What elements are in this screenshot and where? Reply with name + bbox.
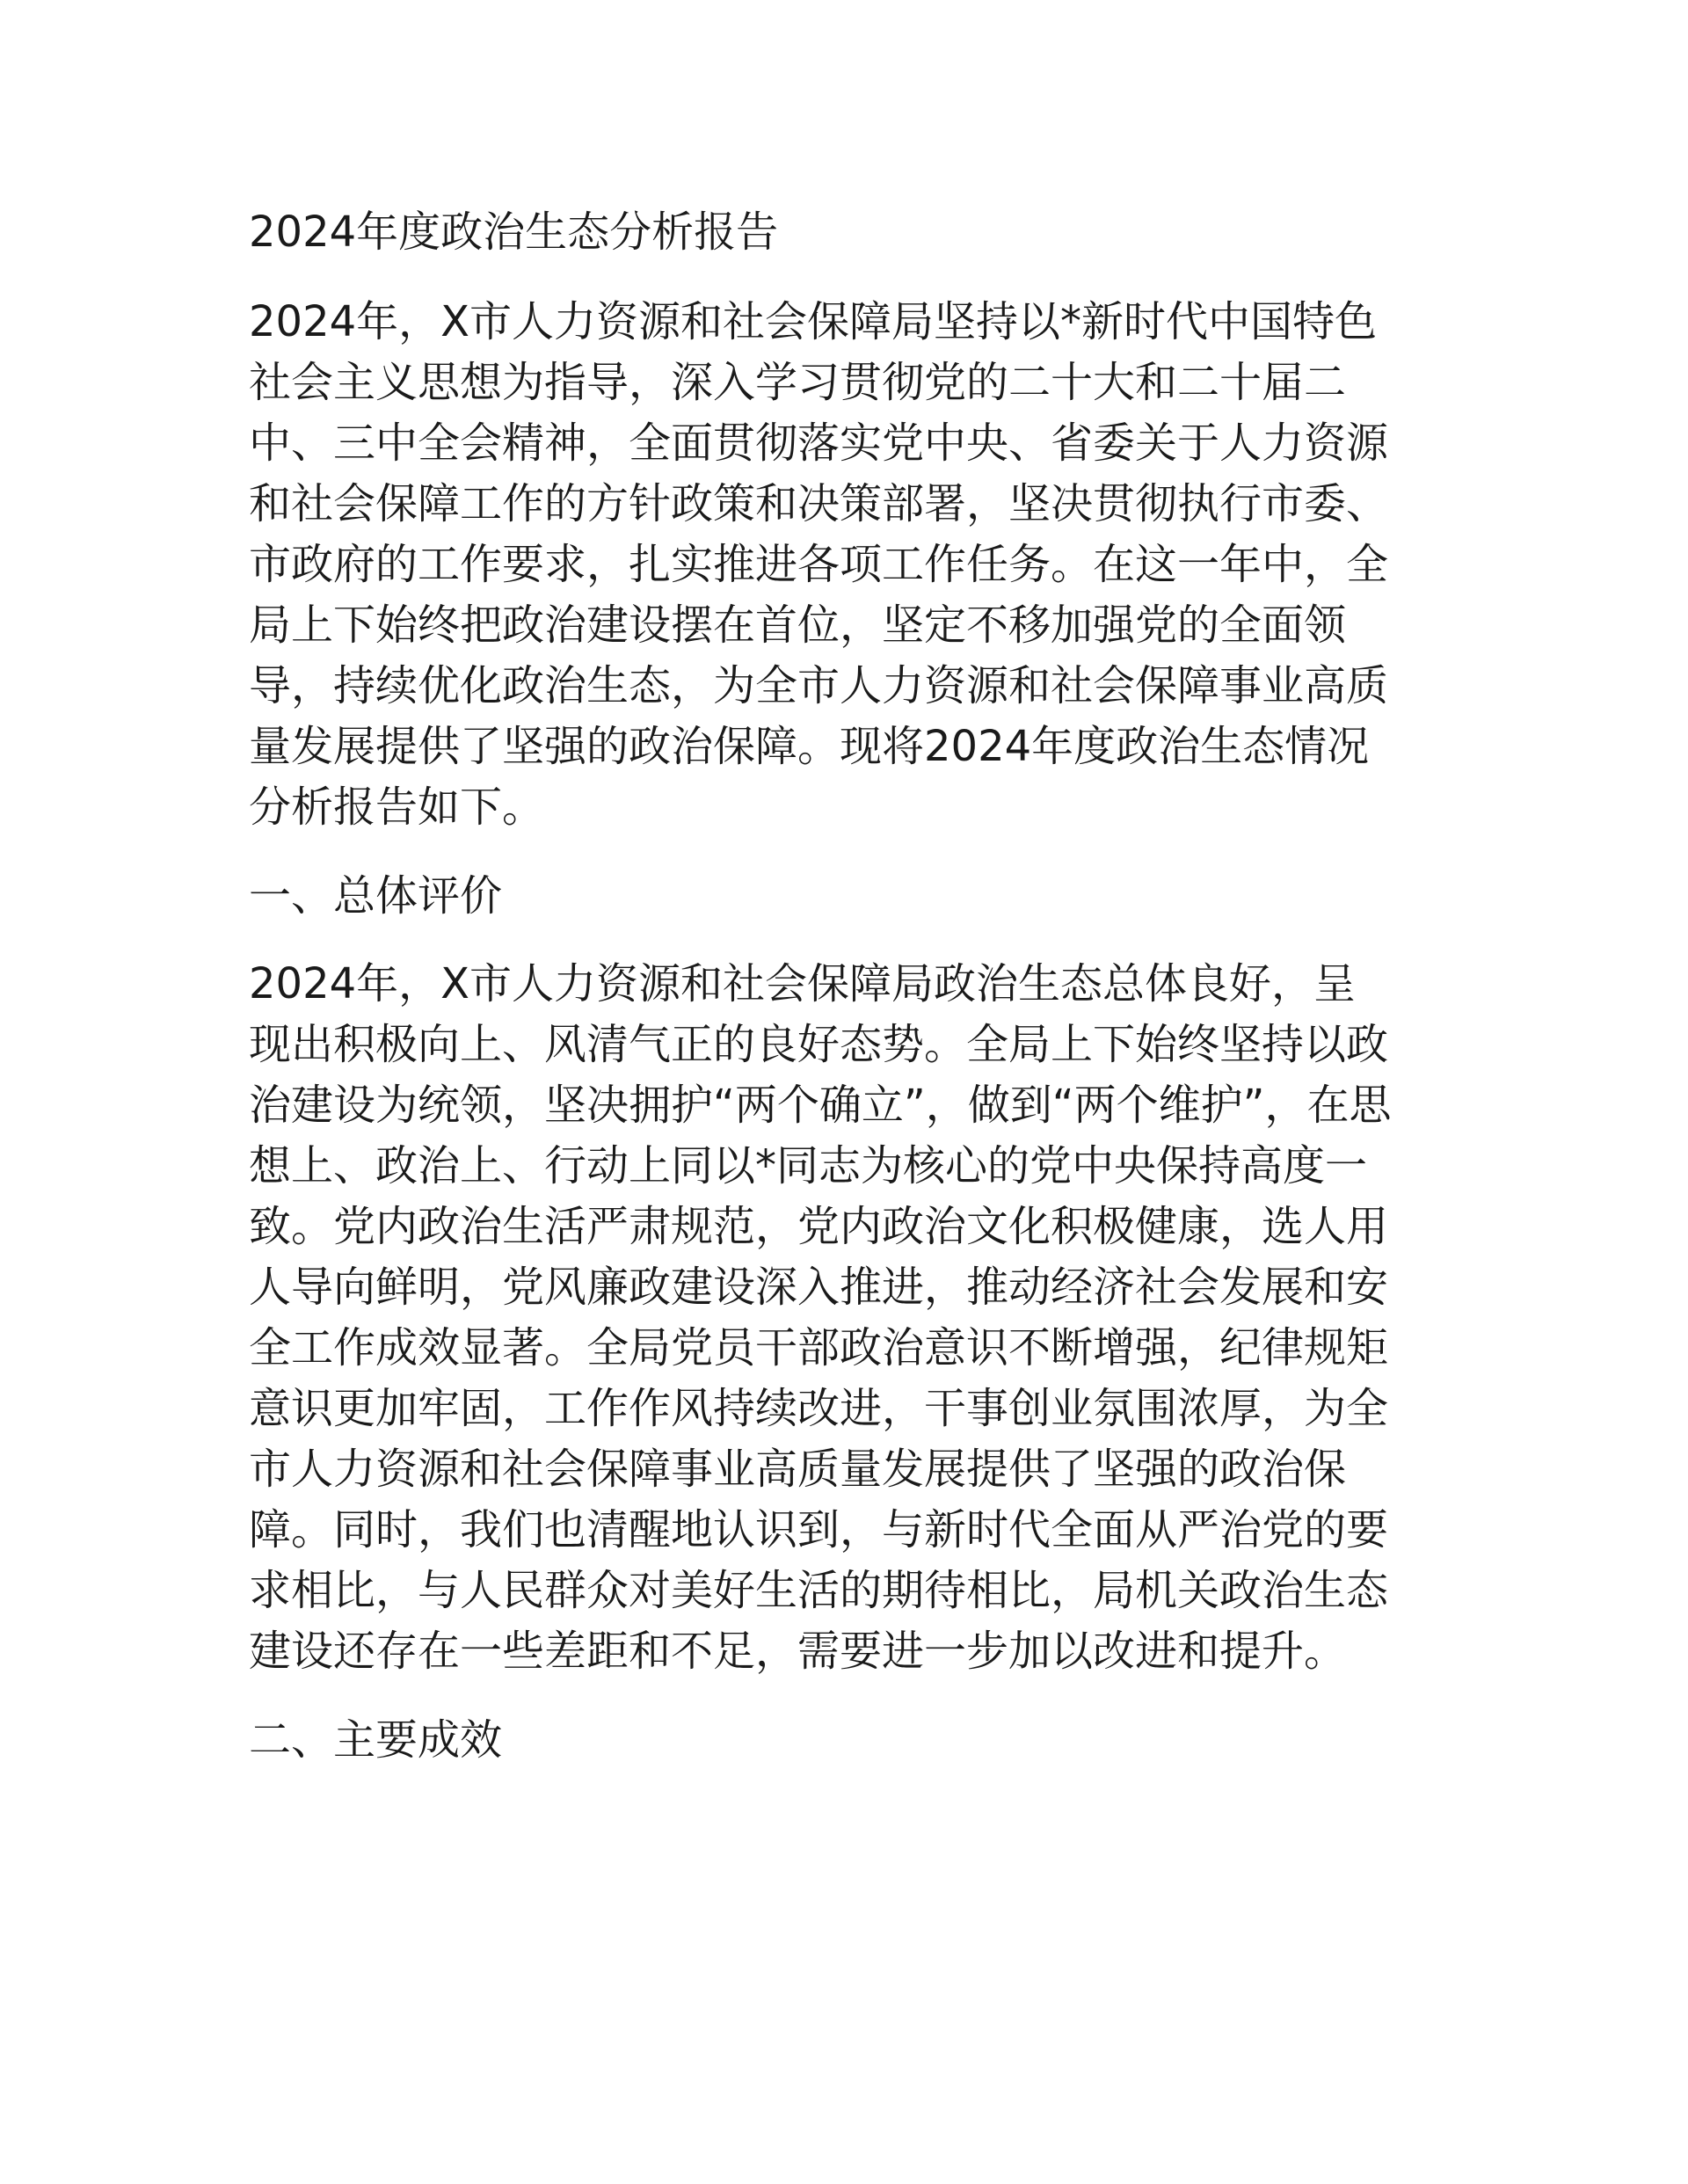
section-heading-main-achievements: 二、主要成效 (249, 1715, 503, 1765)
paragraph-line: 2024年，X市人力资源和社会保障局政治生态总体良好，呈 (249, 959, 1357, 1008)
paragraph-line: 市人力资源和社会保障事业高质量发展提供了坚强的政治保 (249, 1445, 1347, 1494)
paragraph-line: 治建设为统领，坚决拥护“两个确立”，做到“两个维护”，在思 (249, 1081, 1392, 1130)
document-title: 2024年度政治生态分析报告 (249, 207, 779, 257)
paragraph-line: 导，持续优化政治生态，为全市人力资源和社会保障事业高质 (249, 661, 1389, 710)
paragraph-line: 建设还存在一些差距和不足，需要进一步加以改进和提升。 (249, 1627, 1347, 1676)
paragraph-line: 人导向鲜明，党风廉政建设深入推进，推动经济社会发展和安 (249, 1263, 1389, 1312)
paragraph-line: 全工作成效显著。全局党员干部政治意识不断增强，纪律规矩 (249, 1323, 1389, 1372)
paragraph-line: 和社会保障工作的方针政策和决策部署，坚决贯彻执行市委、 (249, 479, 1389, 528)
paragraph-line: 社会主义思想为指导，深入学习贯彻党的二十大和二十届二 (249, 358, 1347, 407)
paragraph-line: 障。同时，我们也清醒地认识到，与新时代全面从严治党的要 (249, 1505, 1389, 1554)
paragraph-line: 市政府的工作要求，扎实推进各项工作任务。在这一年中，全 (249, 540, 1389, 589)
section-heading-overall-evaluation: 一、总体评价 (249, 871, 503, 921)
overall-evaluation-paragraph (249, 954, 1436, 1682)
paragraph-line: 想上、政治上、行动上同以*同志为核心的党中央保持高度一 (249, 1141, 1368, 1190)
document-page (249, 200, 1436, 1798)
paragraph-line: 现出积极向上、风清气正的良好态势。全局上下始终坚持以政 (249, 1020, 1389, 1069)
paragraph-line: 意识更加牢固，工作作风持续改进，干事创业氛围浓厚，为全 (249, 1384, 1389, 1433)
paragraph-line: 求相比，与人民群众对美好生活的期待相比，局机关政治生态 (249, 1566, 1389, 1615)
paragraph-line: 局上下始终把政治建设摆在首位，坚定不移加强党的全面领 (249, 601, 1347, 650)
paragraph-line: 致。党内政治生活严肃规范，党内政治文化积极健康，选人用 (249, 1202, 1389, 1251)
paragraph-line: 中、三中全会精神，全面贯彻落实党中央、省委关于人力资源 (249, 419, 1389, 468)
paragraph-line: 分析报告如下。 (249, 783, 545, 832)
paragraph-line: 量发展提供了坚强的政治保障。现将2024年度政治生态情况 (249, 722, 1370, 771)
intro-paragraph (249, 292, 1436, 838)
paragraph-line: 2024年，X市人力资源和社会保障局坚持以*新时代中国特色 (249, 297, 1378, 346)
